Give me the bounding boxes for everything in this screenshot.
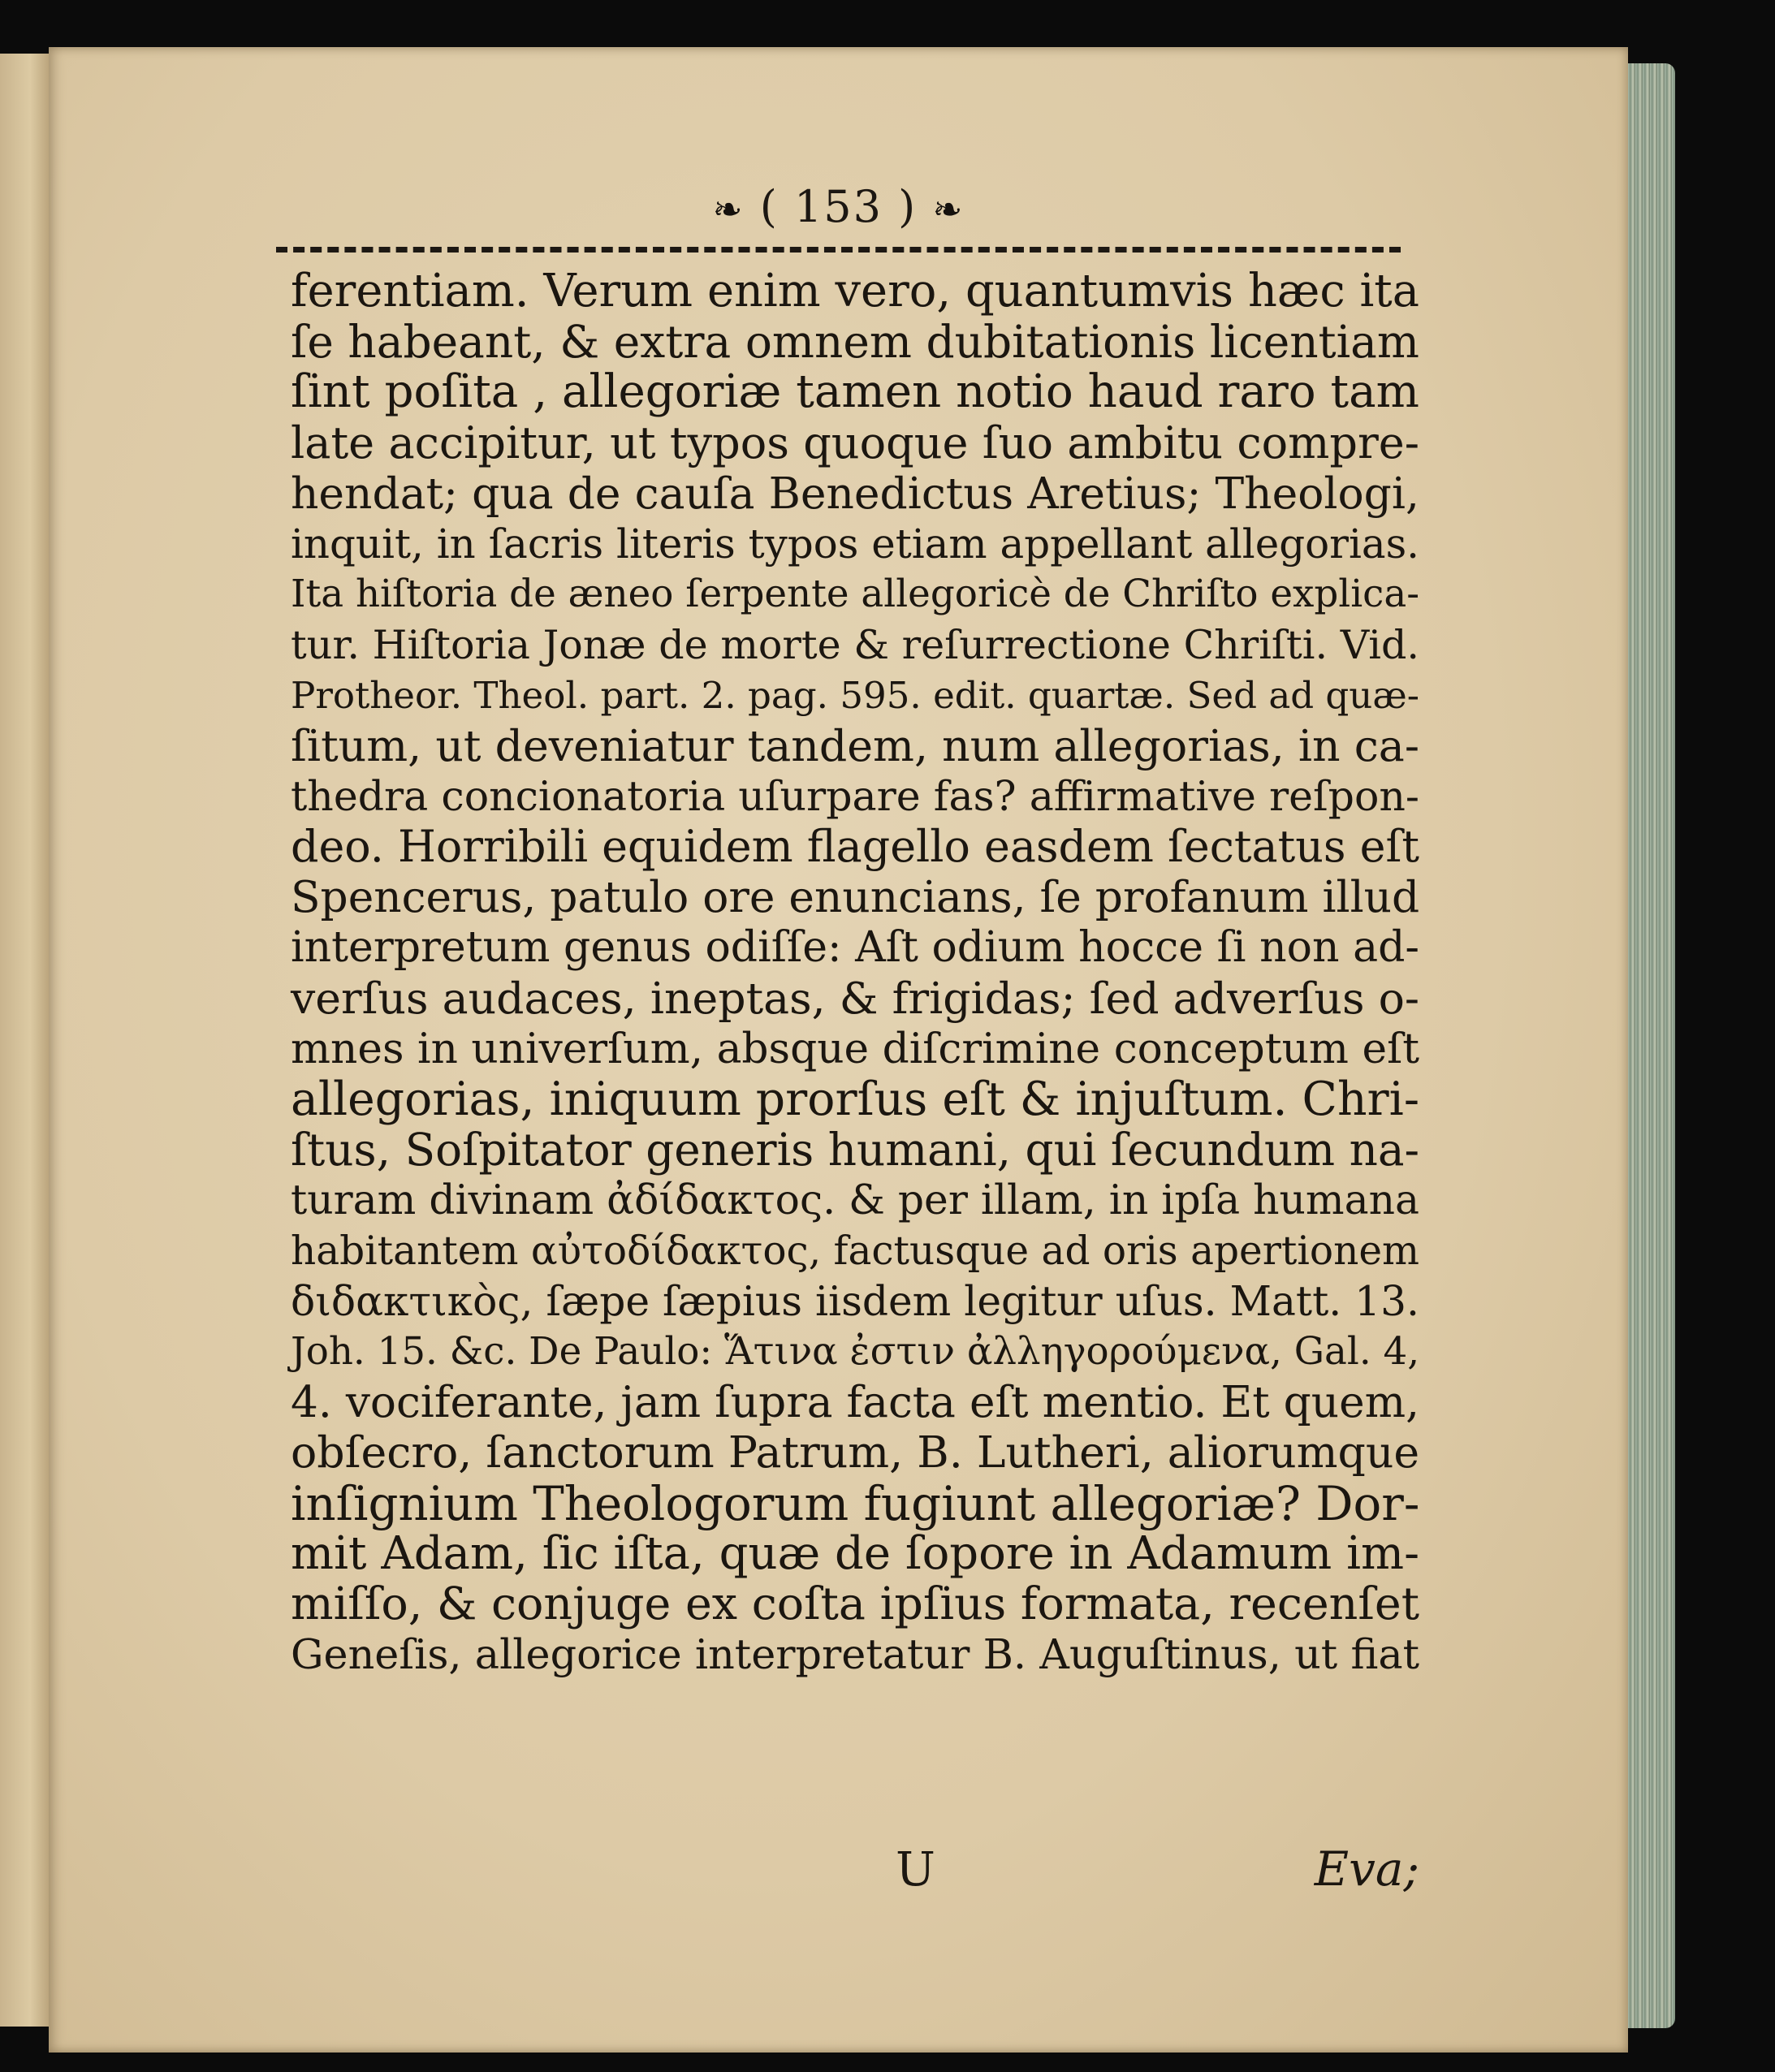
text-line: mit Adam, ſic iſta, quæ de ſopore in Adamum im-: [291, 1526, 1419, 1580]
text-line: Ita hiſtoria de æneo ſerpente allegoricè de Chriſto explica-: [291, 572, 1419, 617]
text-line: inquit, in ſacris literis typos etiam appellant allegorias.: [291, 520, 1419, 568]
text-line: Geneſis, allegorice interpretatur B. Auguſtinus, ut fiat: [291, 1630, 1419, 1679]
text-line: διδακτικὸς, ſæpe ſæpius iisdem legitur uſus. Matt. 13.: [291, 1276, 1419, 1325]
text-line: ſtus, Soſpitator generis humani, qui ſecundum na-: [291, 1124, 1419, 1176]
text-line: Protheor. Theol. part. 2. pag. 595. edit. quartæ. Sed ad quæ-: [291, 673, 1419, 717]
text-line: ferentiam. Verum enim vero, quantumvis hæc ita: [291, 265, 1419, 317]
page-number: ( 153 ): [759, 181, 918, 232]
text-line: verſus audaces, ineptas, & frigidas; ſed adverſus o-: [291, 972, 1419, 1024]
header-rule: [276, 247, 1401, 253]
header-ornament-left-icon: ❧: [712, 189, 745, 231]
header-ornament-right-icon: ❧: [932, 189, 965, 231]
text-line: allegorias, iniquum prorſus eſt & injuſtum. Chri-: [291, 1073, 1420, 1126]
page-stack-edge: [1628, 63, 1675, 2028]
text-line: deo. Horribili equidem flagello easdem ſectatus eſt: [291, 821, 1419, 873]
previous-page-edge: [0, 54, 50, 2027]
body-text: [291, 266, 1419, 1680]
text-line: 4. vociferante, jam ſupra facta eſt mentio. Et quem,: [291, 1377, 1419, 1428]
text-line: habitantem αὐτοδίδακτος, factusque ad oris apertionem: [291, 1228, 1419, 1274]
text-line: thedra concionatoria uſurpare fas? affirmative reſpon-: [291, 771, 1419, 820]
text-line: ſe habeant, & extra omnem dubitationis licentiam: [291, 316, 1419, 369]
text-line: interpretum genus odiſſe: Aſt odium hocce ſi non ad-: [291, 923, 1419, 973]
text-line: late accipitur, ut typos quoque ſuo ambitu compre-: [291, 417, 1419, 468]
text-line: mnes in univerſum, absque diſcrimine conceptum eſt: [291, 1024, 1419, 1073]
catchword: Eva;: [1314, 1841, 1419, 1897]
page-header: [49, 181, 1628, 232]
page-footer: [291, 1841, 1419, 1898]
text-line: Spencerus, patulo ore enuncians, ſe profanum illud: [291, 871, 1420, 923]
text-line: tur. Hiſtoria Jonæ de morte & reſurrectione Chriſti. Vid.: [291, 621, 1419, 669]
text-line: ſitum, ut deveniatur tandem, num allegorias, in ca-: [291, 719, 1419, 771]
text-line: inſignium Theologorum fugiunt allegoriæ? Dor-: [291, 1475, 1420, 1531]
text-line: miſſo, & conjuge ex coſta ipſius formata, recenſet: [291, 1578, 1419, 1630]
book-page: [49, 47, 1628, 2053]
text-line: hendat; qua de cauſa Benedictus Aretius; Theologi,: [291, 467, 1419, 519]
text-line: Joh. 15. &c. De Paulo: Ἅτινα ἐστιν ἀλληγορούμενα, Gal. 4,: [291, 1329, 1420, 1374]
text-line: ſint poſita , allegoriæ tamen notio haud raro tam: [291, 365, 1420, 419]
text-line: obſecro, ſanctorum Patrum, B. Lutheri, aliorumque: [291, 1427, 1420, 1478]
text-line: turam divinam ἀδίδακτος. & per illam, in ipſa humana: [291, 1176, 1419, 1224]
signature-mark: U: [896, 1841, 935, 1897]
